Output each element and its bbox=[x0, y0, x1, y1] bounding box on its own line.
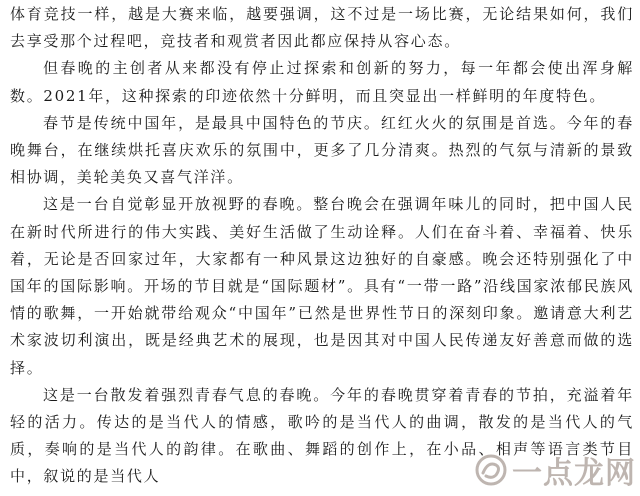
watermark-text: 一点龙网 bbox=[512, 456, 636, 491]
paragraph: 但春晚的主创者从来都没有停止过探索和创新的努力，每一年都会使出浑身解数。2021年，这种探索的印迹依然十分鲜明，而且突显出一样鲜明的年度特色。 bbox=[10, 59, 634, 105]
paragraph: 这是一台散发着强烈青春气息的春晚。今年的春晚贯穿着青春的节拍，充溢着年轻的活力。传达的是当代人的情感，歌吟的是当代人的曲调，散发的是当代人的气质，奏响的是当代人的韵律。在歌曲、舞蹈的创作上，在小品、相声等语言类节目中，叙说的是当代人 bbox=[10, 385, 634, 486]
dragon-logo-icon bbox=[474, 453, 508, 487]
site-watermark bbox=[474, 448, 636, 492]
paragraph: 这是一台自觉彰显开放视野的春晚。整台晚会在强调年味儿的同时，把中国人民在新时代所进行的伟大实践、美好生活做了生动诠释。人们在奋斗着、幸福着、快乐着，无论是否回家过年，大家都有一种风景这边独好的自豪感。晚会还特别强化了中国年的国际影响。开场的节目就是“国际题材”。具有“一带一路”沿线国家浓郁民族风情的歌舞，一开始就带给观众“中国年”已然是世界性节日的深刻印象。邀请意大利艺术家波切利演出，既是经典艺术的展现，也是因其对中国人民传递友好善意而做的选择。 bbox=[10, 195, 634, 377]
paragraph: 春节是传统中国年，是最具中国特色的节庆。红红火火的氛围是首选。今年的春晚舞台，在继续烘托喜庆欢乐的氛围中，更多了几分清爽。热烈的气氛与清新的景致相协调，美轮美奂又喜气洋洋。 bbox=[10, 113, 634, 187]
paragraph: 体育竞技一样，越是大赛来临，越要强调，这不过是一场比赛，无论结果如何，我们去享受那个过程吧，竞技者和观赏者因此都应保持从容心态。 bbox=[10, 5, 634, 51]
